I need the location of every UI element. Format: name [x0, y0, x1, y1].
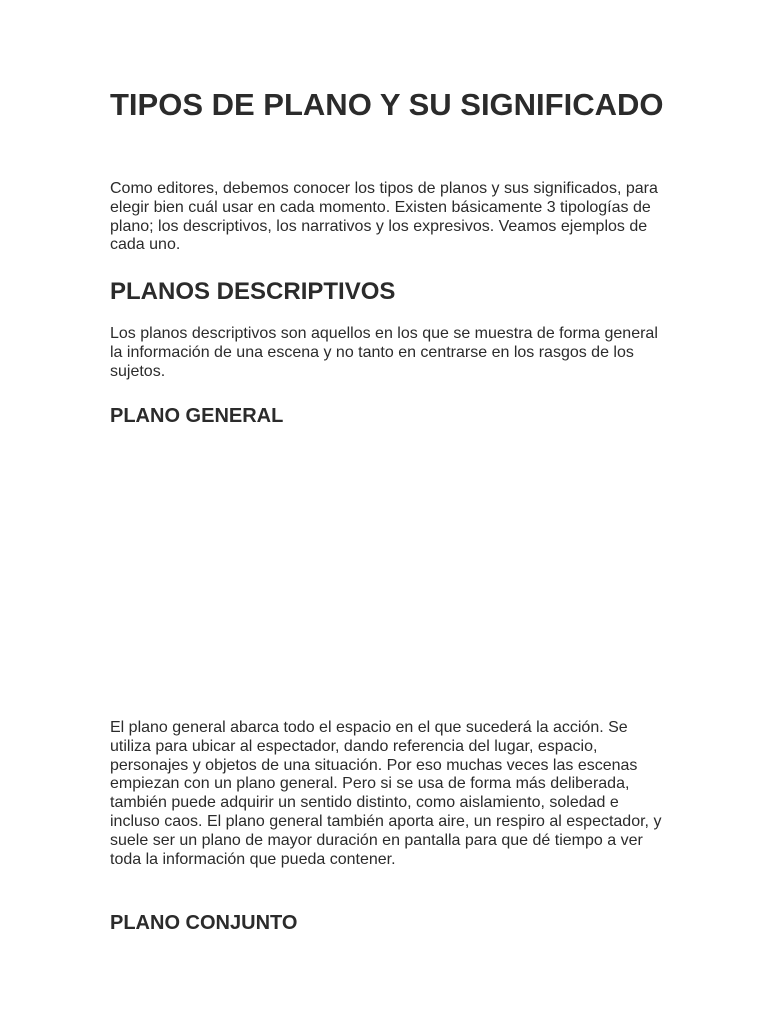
subsection-heading-plano-general: PLANO GENERAL [110, 405, 284, 427]
plano-general-paragraph: El plano general abarca todo el espacio en el que sucederá la acción. Se utiliza para ubicar al espectador, dando referencia del lugar, espacio, personajes y objetos de una situación. Por eso muchas veces las escenas empiezan con un plano general. Pero si se usa de forma más deliberada, también puede adquirir un sentido distinto, como aislamiento, soledad e incluso caos. El plano general también aporta aire, un respiro al espectador, y suele ser un plano de mayor duración en pantalla para que dé tiempo a ver toda la información que pueda contener. [110, 719, 662, 868]
planos-descriptivos-paragraph: Los planos descriptivos son aquellos en los que se muestra de forma general la información de una escena y no tanto en centrarse en los rasgos de los sujetos. [110, 325, 658, 380]
document-title: TIPOS DE PLANO Y SU SIGNIFICADO [110, 87, 664, 122]
blank-figure-area [110, 440, 670, 710]
intro-paragraph: Como editores, debemos conocer los tipos de planos y sus significados, para elegir bien cuál usar en cada momento. Existen básicamente 3 tipologías de plano; los descriptivos, los narrativos y los expresivos. Veamos ejemplos de cada uno. [110, 180, 658, 254]
subsection-heading-plano-conjunto: PLANO CONJUNTO [110, 912, 298, 934]
section-heading-planos-descriptivos: PLANOS DESCRIPTIVOS [110, 278, 396, 305]
